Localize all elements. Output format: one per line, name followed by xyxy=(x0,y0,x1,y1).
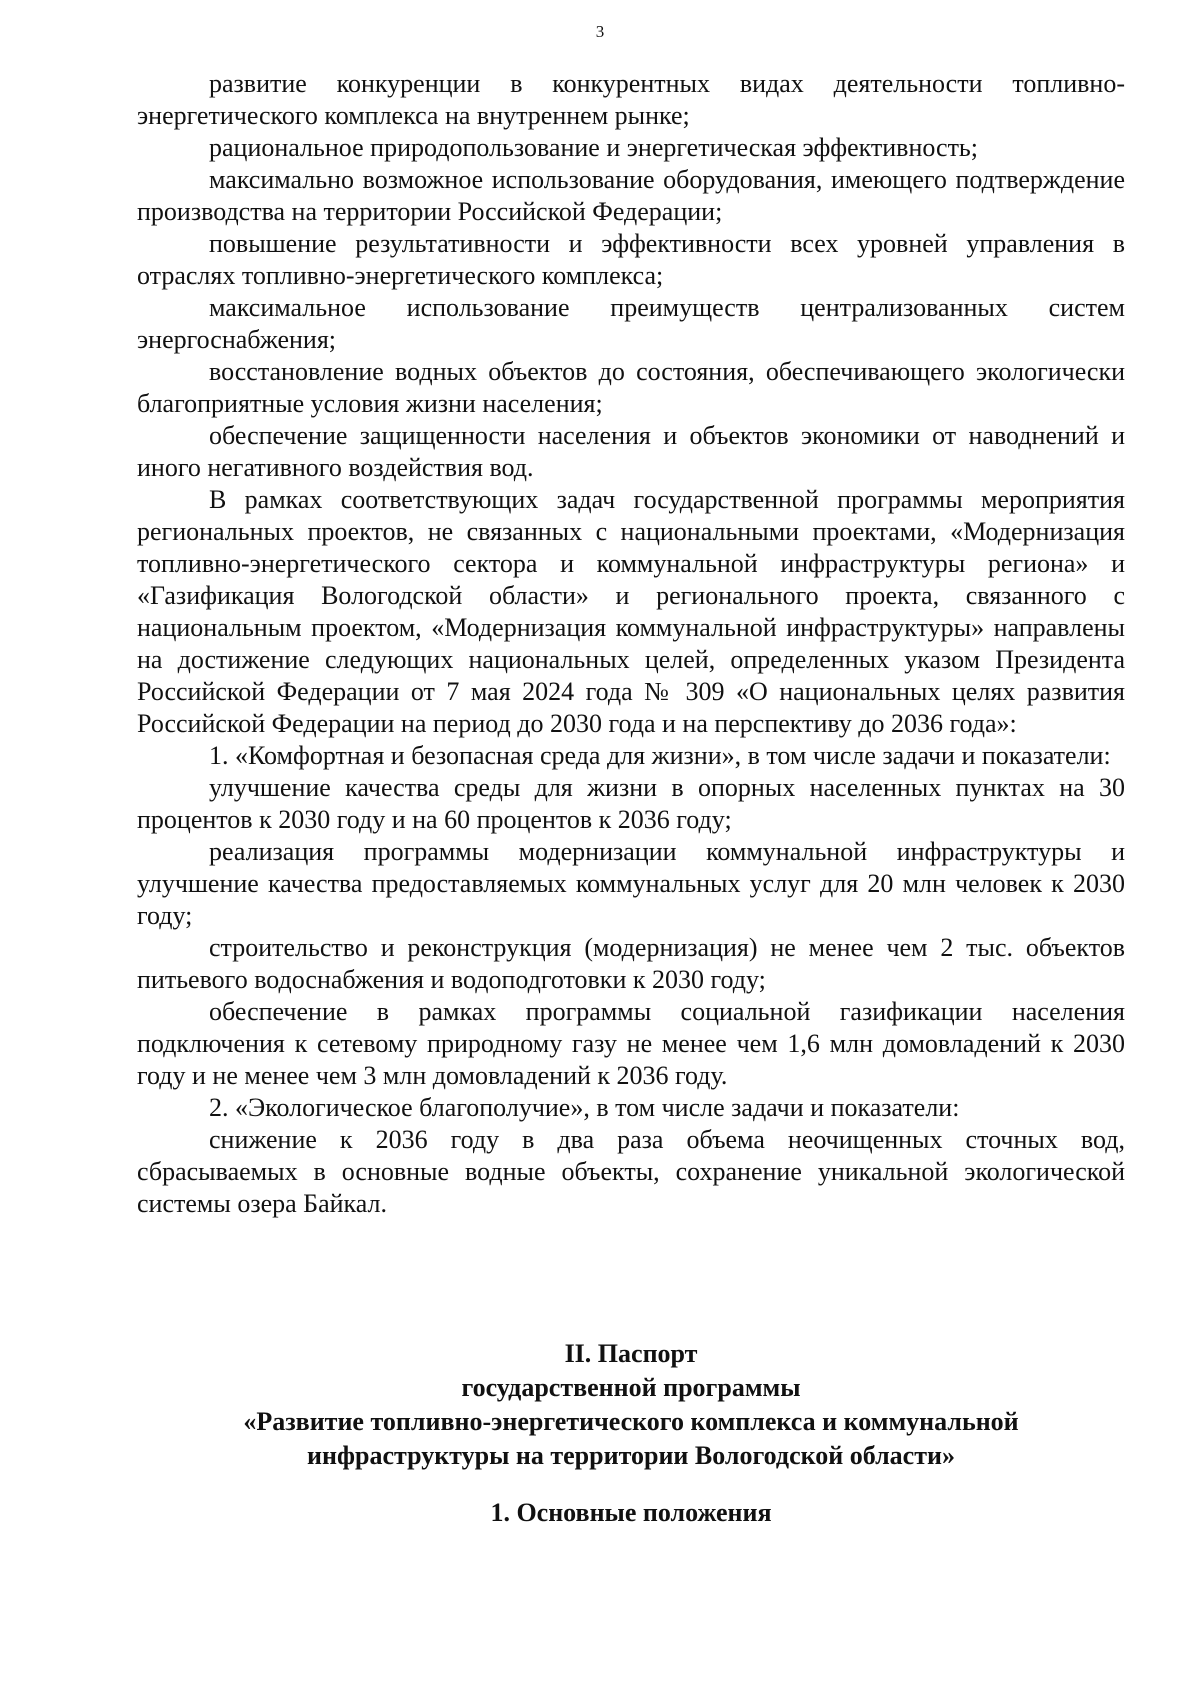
document-body xyxy=(137,68,1125,1220)
page-number: 3 xyxy=(595,22,605,41)
paragraph: максимально возможное использование оборудования, имеющего подтверждение производства на территории Российской Федерации; xyxy=(137,165,1125,226)
paragraph: рациональное природопользование и энергетическая эффективность; xyxy=(209,133,979,162)
paragraph: развитие конкуренции в конкурентных видах деятельности топливно-энергетического комплекса на внутреннем рынке; xyxy=(137,69,1125,130)
paragraph: реализация программы модернизации коммунальной инфраструктуры и улучшение качества предоставляемых коммунальных услуг для 20 млн человек к 2030 году; xyxy=(137,837,1125,930)
paragraph: обеспечение в рамках программы социальной газификации населения подключения к сетевому природному газу не менее чем 1,6 млн домовладений к 2030 году и не менее чем 3 млн домовладений к 2036 году. xyxy=(137,997,1125,1090)
section-heading-line: государственной программы xyxy=(461,1373,801,1402)
paragraph: восстановление водных объектов до состояния, обеспечивающего экологически благоприятные условия жизни населения; xyxy=(137,357,1125,418)
paragraph: В рамках соответствующих задач государственной программы мероприятия региональных проектов, не связанных с национальными проектами, «Модернизация топливно-энергетического сектора и коммунальной инфраструктуры региона» и «Газификация Вологодской области» и регионального проекта, связанного с национальным проектом, «Модернизация коммунальной инфраструктуры» направлены на достижение следующих национальных целей, определенных указом Президента Российской Федерации от 7 мая 2024 года № 309 «О национальных целях развития Российской Федерации на период до 2030 года и на перспективу до 2036 года»: xyxy=(137,485,1125,738)
paragraph: обеспечение защищенности населения и объектов экономики от наводнений и иного негативного воздействия вод. xyxy=(137,421,1125,482)
paragraph: 1. «Комфортная и безопасная среда для жизни», в том числе задачи и показатели: xyxy=(209,741,1111,770)
section-heading xyxy=(137,1337,1125,1473)
paragraph: 2. «Экологическое благополучие», в том числе задачи и показатели: xyxy=(209,1093,960,1122)
section-heading-line: «Развитие топливно-энергетического комплекса и коммунальной xyxy=(243,1407,1019,1436)
section-heading-line: II. Паспорт xyxy=(564,1339,698,1368)
subsection-heading: 1. Основные положения xyxy=(490,1498,772,1527)
paragraph: строительство и реконструкция (модернизация) не менее чем 2 тыс. объектов питьевого водоснабжения и водоподготовки к 2030 году; xyxy=(137,933,1125,994)
paragraph: максимальное использование преимуществ централизованных систем энергоснабжения; xyxy=(137,293,1125,354)
paragraph: улучшение качества среды для жизни в опорных населенных пунктах на 30 процентов к 2030 году и на 60 процентов к 2036 году; xyxy=(137,773,1125,834)
section-heading-line: инфраструктуры на территории Вологодской области» xyxy=(307,1441,955,1470)
paragraph: снижение к 2036 году в два раза объема неочищенных сточных вод, сбрасываемых в основные водные объекты, сохранение уникальной экологической системы озера Байкал. xyxy=(137,1125,1125,1218)
paragraph: повышение результативности и эффективности всех уровней управления в отраслях топливно-энергетического комплекса; xyxy=(137,229,1125,290)
